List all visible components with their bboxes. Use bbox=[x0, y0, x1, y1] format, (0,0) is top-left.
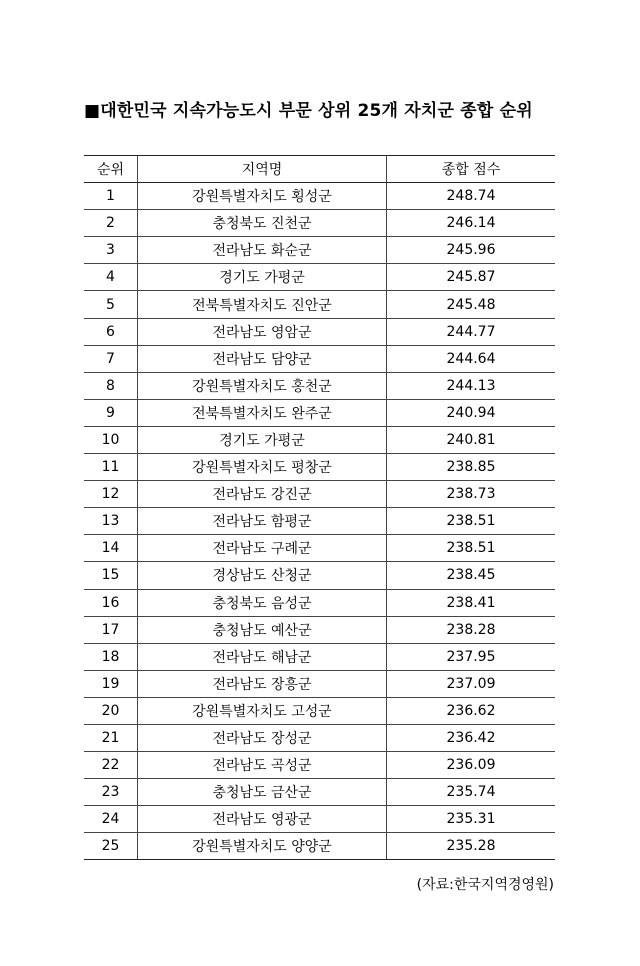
score-cell: 235.31 bbox=[387, 806, 556, 833]
table-row bbox=[84, 535, 555, 562]
score-cell: 238.51 bbox=[387, 508, 556, 535]
region-cell: 전라남도 화순군 bbox=[138, 237, 387, 264]
region-cell: 경기도 가평군 bbox=[138, 426, 387, 453]
rank-cell: 10 bbox=[84, 426, 138, 453]
score-cell: 235.28 bbox=[387, 833, 556, 860]
table-row bbox=[84, 291, 555, 318]
score-cell: 238.73 bbox=[387, 481, 556, 508]
rank-cell: 22 bbox=[84, 752, 138, 779]
table-row bbox=[84, 372, 555, 399]
rank-cell: 12 bbox=[84, 481, 138, 508]
score-cell: 237.09 bbox=[387, 670, 556, 697]
region-cell: 충청북도 진천군 bbox=[138, 210, 387, 237]
score-cell: 248.74 bbox=[387, 183, 556, 210]
region-cell: 전라남도 구례군 bbox=[138, 535, 387, 562]
score-cell: 236.62 bbox=[387, 697, 556, 724]
table-row bbox=[84, 833, 555, 860]
region-cell: 강원특별자치도 양양군 bbox=[138, 833, 387, 860]
region-cell: 전북특별자치도 진안군 bbox=[138, 291, 387, 318]
region-cell: 전라남도 장흥군 bbox=[138, 670, 387, 697]
score-cell: 240.94 bbox=[387, 399, 556, 426]
rank-cell: 13 bbox=[84, 508, 138, 535]
region-cell: 강원특별자치도 홍천군 bbox=[138, 372, 387, 399]
score-cell: 237.95 bbox=[387, 643, 556, 670]
rank-cell: 15 bbox=[84, 562, 138, 589]
score-cell: 245.48 bbox=[387, 291, 556, 318]
rank-cell: 14 bbox=[84, 535, 138, 562]
table-row bbox=[84, 779, 555, 806]
table-row bbox=[84, 454, 555, 481]
rank-cell: 21 bbox=[84, 724, 138, 751]
table-row bbox=[84, 643, 555, 670]
rank-cell: 25 bbox=[84, 833, 138, 860]
ranking-table bbox=[84, 155, 555, 860]
table-row bbox=[84, 589, 555, 616]
source-note: (자료:한국지역경영원) bbox=[416, 877, 554, 893]
rank-cell: 18 bbox=[84, 643, 138, 670]
table-row bbox=[84, 210, 555, 237]
rank-cell: 8 bbox=[84, 372, 138, 399]
region-cell: 전라남도 해남군 bbox=[138, 643, 387, 670]
rank-cell: 20 bbox=[84, 697, 138, 724]
rank-cell: 19 bbox=[84, 670, 138, 697]
table-row bbox=[84, 345, 555, 372]
table-row bbox=[84, 508, 555, 535]
region-cell: 전북특별자치도 완주군 bbox=[138, 399, 387, 426]
region-cell: 강원특별자치도 평창군 bbox=[138, 454, 387, 481]
rank-cell: 16 bbox=[84, 589, 138, 616]
region-cell: 충청남도 예산군 bbox=[138, 616, 387, 643]
rank-cell: 2 bbox=[84, 210, 138, 237]
table-row bbox=[84, 264, 555, 291]
rank-cell: 4 bbox=[84, 264, 138, 291]
score-cell: 240.81 bbox=[387, 426, 556, 453]
table-header-row bbox=[84, 156, 555, 183]
table-row bbox=[84, 481, 555, 508]
table-row bbox=[84, 318, 555, 345]
table-row bbox=[84, 806, 555, 833]
score-cell: 238.28 bbox=[387, 616, 556, 643]
region-cell: 충청남도 금산군 bbox=[138, 779, 387, 806]
score-cell: 244.77 bbox=[387, 318, 556, 345]
region-cell: 충청북도 음성군 bbox=[138, 589, 387, 616]
rank-cell: 23 bbox=[84, 779, 138, 806]
score-cell: 245.96 bbox=[387, 237, 556, 264]
rank-cell: 6 bbox=[84, 318, 138, 345]
region-cell: 전라남도 곡성군 bbox=[138, 752, 387, 779]
score-cell: 238.85 bbox=[387, 454, 556, 481]
region-cell: 전라남도 영암군 bbox=[138, 318, 387, 345]
score-cell: 245.87 bbox=[387, 264, 556, 291]
region-cell: 경기도 가평군 bbox=[138, 264, 387, 291]
table-row bbox=[84, 426, 555, 453]
score-cell: 238.41 bbox=[387, 589, 556, 616]
table-row bbox=[84, 752, 555, 779]
rank-cell: 1 bbox=[84, 183, 138, 210]
table-row bbox=[84, 183, 555, 210]
region-cell: 강원특별자치도 횡성군 bbox=[138, 183, 387, 210]
score-cell: 244.13 bbox=[387, 372, 556, 399]
table-row bbox=[84, 616, 555, 643]
region-cell: 전라남도 함평군 bbox=[138, 508, 387, 535]
rank-cell: 3 bbox=[84, 237, 138, 264]
score-cell: 235.74 bbox=[387, 779, 556, 806]
rank-cell: 7 bbox=[84, 345, 138, 372]
header-rank: 순위 bbox=[84, 156, 138, 183]
region-cell: 전라남도 영광군 bbox=[138, 806, 387, 833]
header-region: 지역명 bbox=[138, 156, 387, 183]
region-cell: 전라남도 장성군 bbox=[138, 724, 387, 751]
table-row bbox=[84, 724, 555, 751]
table-row bbox=[84, 670, 555, 697]
header-score: 종합 점수 bbox=[387, 156, 556, 183]
rank-cell: 24 bbox=[84, 806, 138, 833]
rank-cell: 5 bbox=[84, 291, 138, 318]
score-cell: 236.09 bbox=[387, 752, 556, 779]
region-cell: 경상남도 산청군 bbox=[138, 562, 387, 589]
rank-cell: 17 bbox=[84, 616, 138, 643]
score-cell: 246.14 bbox=[387, 210, 556, 237]
rank-cell: 9 bbox=[84, 399, 138, 426]
score-cell: 238.45 bbox=[387, 562, 556, 589]
table-body bbox=[84, 183, 555, 860]
region-cell: 전라남도 강진군 bbox=[138, 481, 387, 508]
score-cell: 238.51 bbox=[387, 535, 556, 562]
score-cell: 244.64 bbox=[387, 345, 556, 372]
table-row bbox=[84, 697, 555, 724]
table-row bbox=[84, 237, 555, 264]
table-row bbox=[84, 399, 555, 426]
region-cell: 강원특별자치도 고성군 bbox=[138, 697, 387, 724]
table-row bbox=[84, 562, 555, 589]
score-cell: 236.42 bbox=[387, 724, 556, 751]
region-cell: 전라남도 담양군 bbox=[138, 345, 387, 372]
page-title: ■대한민국 지속가능도시 부문 상위 25개 자치군 종합 순위 bbox=[84, 101, 533, 121]
rank-cell: 11 bbox=[84, 454, 138, 481]
